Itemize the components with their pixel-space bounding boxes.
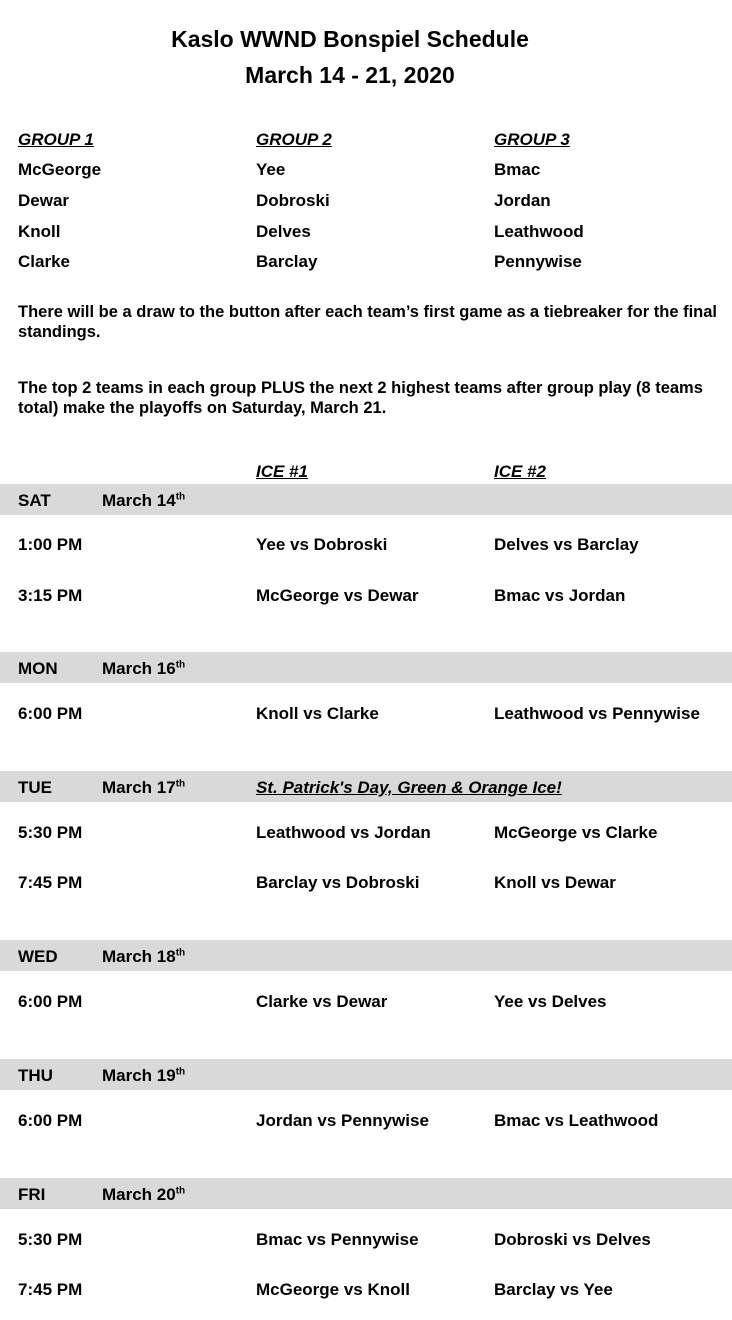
ice-1-heading: ICE #1 — [256, 462, 308, 481]
game-time: 7:45 PM — [18, 1280, 83, 1299]
game-ice-1: Bmac vs Pennywise — [256, 1230, 419, 1249]
group-3-team: Bmac — [494, 160, 541, 179]
day-label: FRI — [18, 1185, 46, 1204]
game-ice-2: Barclay vs Yee — [494, 1280, 613, 1299]
day-label: SAT — [18, 491, 51, 510]
game-ice-1: Knoll vs Clarke — [256, 704, 379, 723]
game-time: 7:45 PM — [18, 873, 83, 892]
group-1-team: Dewar — [18, 191, 70, 210]
game-ice-1: Barclay vs Dobroski — [256, 873, 420, 892]
group-3-team: Pennywise — [494, 252, 582, 271]
group-1-team: Knoll — [18, 222, 61, 241]
game-ice-1: McGeorge vs Knoll — [256, 1280, 410, 1299]
day-band-thu — [0, 1059, 732, 1090]
game-time: 5:30 PM — [18, 823, 83, 842]
group-2-team: Yee — [256, 160, 286, 179]
schedule-title: Kaslo WWND Bonspiel Schedule — [171, 26, 529, 52]
playoffs-note: The top 2 teams in each group PLUS the next 2 highest teams after group play (8 teams total) make the playoffs on Saturday, March 21. — [18, 379, 703, 417]
game-ice-2: Delves vs Barclay — [494, 535, 639, 554]
game-time: 5:30 PM — [18, 1230, 83, 1249]
day-label: THU — [18, 1066, 53, 1085]
day-date: March 19th — [102, 1066, 186, 1085]
day-note: St. Patrick's Day, Green & Orange Ice! — [256, 778, 562, 797]
day-date: March 16th — [102, 659, 186, 678]
game-ice-2: Leathwood vs Pennywise — [494, 704, 700, 723]
day-label: WED — [18, 947, 58, 966]
game-ice-2: McGeorge vs Clarke — [494, 823, 658, 842]
group-2-team: Delves — [256, 222, 311, 241]
day-band-fri — [0, 1178, 732, 1209]
game-time: 3:15 PM — [18, 586, 83, 605]
game-ice-2: Knoll vs Dewar — [494, 873, 616, 892]
day-date: March 20th — [102, 1185, 186, 1204]
ice-2-heading: ICE #2 — [494, 462, 546, 481]
day-date: March 17th — [102, 778, 186, 797]
day-label: TUE — [18, 778, 52, 797]
group-3-heading: GROUP 3 — [494, 130, 570, 149]
game-ice-1: Leathwood vs Jordan — [256, 823, 431, 842]
group-3-team: Leathwood — [494, 222, 584, 241]
group-2-heading: GROUP 2 — [256, 130, 332, 149]
tiebreaker-note: There will be a draw to the button after each team’s first game as a tiebreaker for the final standings. — [18, 303, 717, 341]
group-1-team: McGeorge — [18, 160, 102, 179]
game-ice-2: Bmac vs Leathwood — [494, 1111, 659, 1130]
game-time: 1:00 PM — [18, 535, 83, 554]
game-ice-1: McGeorge vs Dewar — [256, 586, 419, 605]
group-2-team: Barclay — [256, 252, 318, 271]
day-band-sat — [0, 484, 732, 515]
group-1-heading: GROUP 1 — [18, 130, 94, 149]
group-1-team: Clarke — [18, 252, 70, 271]
day-date: March 14th — [102, 491, 186, 510]
day-date: March 18th — [102, 947, 186, 966]
game-ice-1: Jordan vs Pennywise — [256, 1111, 429, 1130]
day-band-mon — [0, 652, 732, 683]
game-time: 6:00 PM — [18, 992, 83, 1011]
game-ice-1: Yee vs Dobroski — [256, 535, 388, 554]
game-time: 6:00 PM — [18, 1111, 83, 1130]
day-band-wed — [0, 940, 732, 971]
schedule-dates: March 14 - 21, 2020 — [245, 62, 455, 88]
game-ice-2: Dobroski vs Delves — [494, 1230, 651, 1249]
game-time: 6:00 PM — [18, 704, 83, 723]
day-label: MON — [18, 659, 58, 678]
game-ice-1: Clarke vs Dewar — [256, 992, 388, 1011]
group-2-team: Dobroski — [256, 191, 330, 210]
day-band-tue — [0, 771, 732, 802]
group-3-team: Jordan — [494, 191, 551, 210]
game-ice-2: Bmac vs Jordan — [494, 586, 626, 605]
game-ice-2: Yee vs Delves — [494, 992, 607, 1011]
